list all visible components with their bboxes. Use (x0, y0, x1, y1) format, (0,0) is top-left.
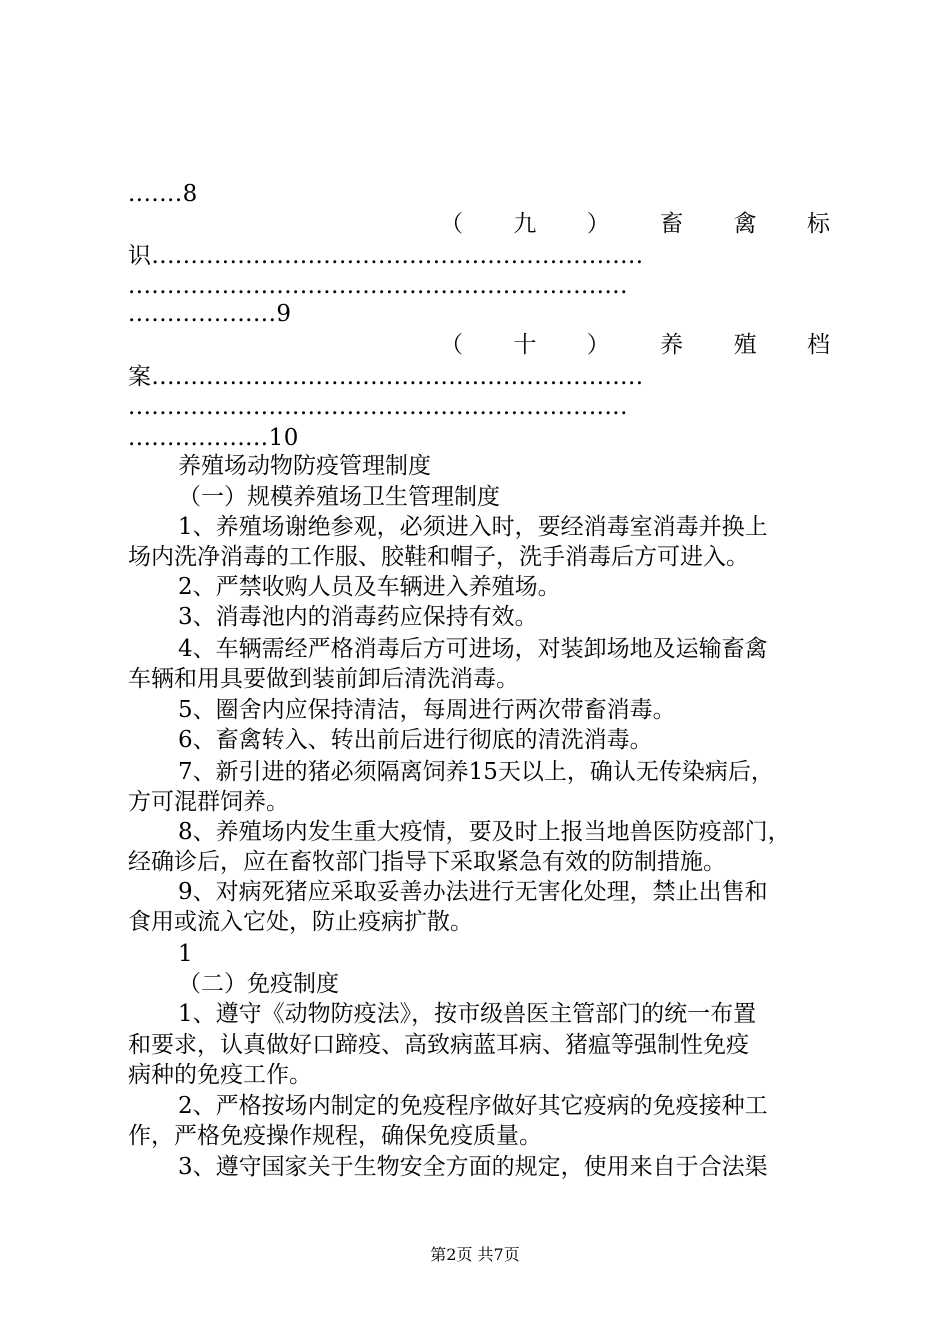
toc-item10-char: 养 (660, 332, 684, 358)
toc-item10-char: 十 (513, 332, 537, 358)
paragraph-line: 和要求，认真做好口蹄疫、高致病蓝耳病、猪瘟等强制性免疫 (128, 1032, 749, 1058)
toc-item10-char: （ (440, 332, 463, 358)
paragraph-line: 4、车辆需经严格消毒后方可进场，对装卸场地及运输畜禽 (178, 636, 768, 662)
paragraph-line: 方可混群饲养。 (128, 789, 289, 815)
paragraph-line: 病种的免疫工作。 (128, 1062, 312, 1088)
paragraph-line: 1、养殖场谢绝参观，必须进入时，要经消毒室消毒并换上 (178, 514, 768, 540)
paragraph-line: 车辆和用具要做到装前卸后清洗消毒。 (128, 666, 519, 692)
toc-item9-line: ................................................................ (128, 273, 628, 299)
toc-item10-heading (440, 329, 830, 361)
paragraph-line: 2、严禁收购人员及车辆进入养殖场。 (178, 574, 561, 600)
toc-tail-line: .......8 (128, 181, 198, 207)
page-marker: 1 (178, 941, 193, 967)
toc-item10-char: 殖 (733, 332, 757, 358)
paragraph-line: 3、遵守国家关于生物安全方面的规定，使用来自于合法渠 (178, 1154, 768, 1180)
toc-item10-char: 档 (806, 332, 830, 358)
paragraph-line: 2、严格按场内制定的免疫程序做好其它疫病的免疫接种工 (178, 1093, 768, 1119)
toc-item9-char: （ (440, 211, 463, 237)
paragraph-line: 3、消毒池内的消毒药应保持有效。 (178, 604, 538, 630)
toc-item9-char: ） (586, 211, 610, 237)
section2-heading: （二）免疫制度 (178, 971, 339, 997)
page-footer: 第2页 共7页 (430, 1245, 520, 1264)
paragraph-line: 1、遵守《动物防疫法》，按市级兽医主管部门的统一布置 (178, 1001, 757, 1027)
paragraph-line: 5、圈舍内应保持清洁，每周进行两次带畜消毒。 (178, 697, 676, 723)
toc-item9-heading (440, 208, 830, 240)
toc-item10-line: 案............................................................... (128, 364, 644, 390)
toc-item9-line: ...................9 (128, 301, 292, 327)
paragraph-line: 6、畜禽转入、转出前后进行彻底的清洗消毒。 (178, 727, 653, 753)
paragraph-line: 8、养殖场内发生重大疫情，要及时上报当地兽医防疫部门， (178, 819, 791, 845)
paragraph-line: 7、新引进的猪必须隔离饲养15天以上，确认无传染病后， (178, 759, 774, 785)
toc-item9-line: 识............................................................... (128, 243, 644, 269)
paragraph-line: 食用或流入它处，防止疫病扩散。 (128, 909, 473, 935)
document-title: 养殖场动物防疫管理制度 (178, 453, 431, 479)
toc-item9-char: 禽 (733, 211, 757, 237)
toc-item9-char: 标 (806, 211, 830, 237)
paragraph-line: 经确诊后，应在畜牧部门指导下采取紧急有效的防制措施。 (128, 849, 726, 875)
toc-item9-char: 畜 (660, 211, 684, 237)
toc-item10-line: ................................................................ (128, 394, 628, 420)
paragraph-line: 9、对病死猪应采取妥善办法进行无害化处理，禁止出售和 (178, 879, 768, 905)
toc-item9-char: 九 (513, 211, 537, 237)
paragraph-line: 场内洗净消毒的工作服、胶鞋和帽子，洗手消毒后方可进入。 (128, 544, 749, 570)
toc-item10-line: ..................10 (128, 425, 299, 451)
paragraph-line: 作，严格免疫操作规程，确保免疫质量。 (128, 1123, 542, 1149)
toc-item10-char: ） (586, 332, 610, 358)
section1-heading: （一）规模养殖场卫生管理制度 (178, 484, 500, 510)
